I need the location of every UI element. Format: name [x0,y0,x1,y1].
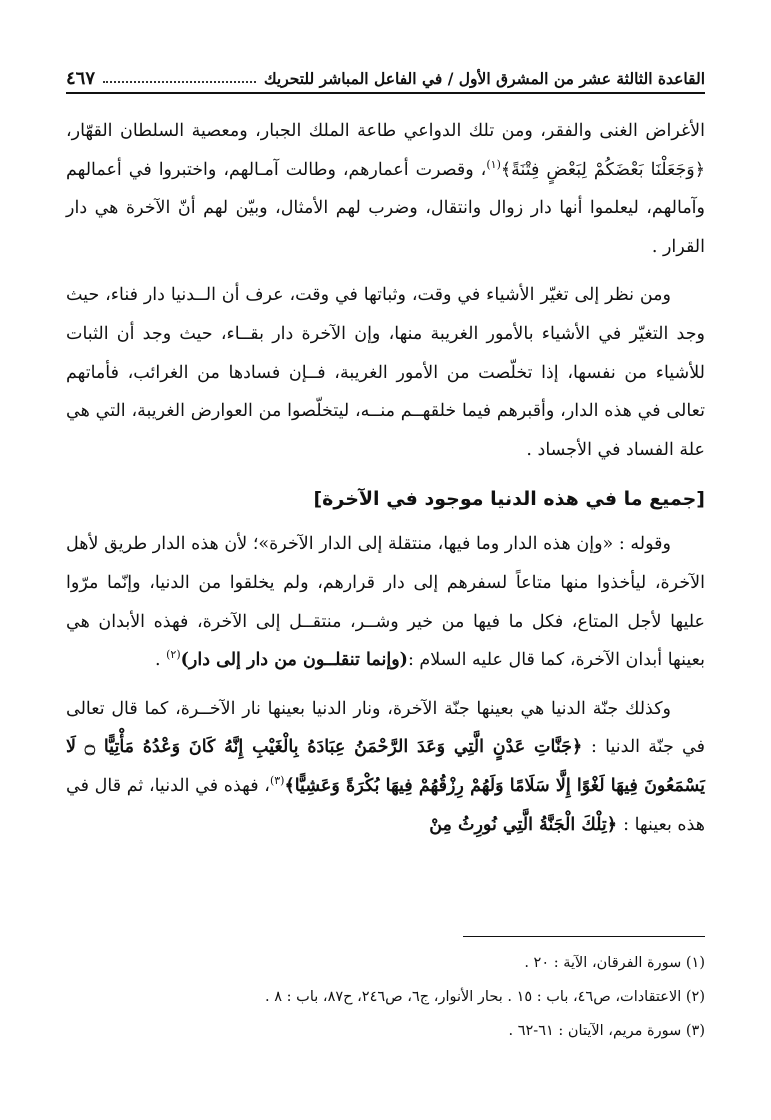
paragraph-4-mid: ، فهذه في الدنيا، ثم قال في هذه بعينها : [66,775,705,835]
footnote-divider [463,936,705,937]
paragraph-3 [66,525,705,679]
paragraph-3-end: . [154,650,167,671]
page-number: ٤٦٧ [66,68,96,89]
paragraph-1 [66,112,705,266]
quran-verse-2: ﴿تِلْكَ الْجَنَّةُ الَّتِي نُورِثُ مِنْ [429,814,624,835]
quran-verse-1: ﴿جَنَّاتِ عَدْنٍ الَّتِي وَعَدَ الرَّحْمَنُ عِبَادَهُ بِالْغَيْبِ إِنَّهُ كَانَ وَعْدُهُ مَأْتِيًّا ۝ لَا يَسْمَعُونَ فِيهَا لَغْوًا إِلَّا سَلَامًا وَلَهُمْ رِزْقُهُمْ فِيهَا بُكْرَةً وَعَشِيًّا﴾ [66,737,705,796]
footnote-3: (٣) سورة مريم، الآيتان : ٦١-٦٢ . [508,1023,705,1039]
footnote-ref-3: (٣) [269,774,285,788]
hadith-quote: (وإنما تنقلــون من دار إلى دار) [180,650,408,671]
section-heading: [جميع ما في هذه الدنيا موجود في الآخرة] [313,488,705,511]
header-title: القاعدة الثالثة عشر من المشرق الأول / في الفاعل المباشر للتحريك [263,69,705,88]
footnote-ref-2: (٢) [166,648,181,662]
paragraph-2: ومن نظر إلى تغيّر الأشياء في وقت، وثباتها في وقت، عرف أن الــدنيا دار فناء، حيث وجد التغيّر في الأشياء بالأمور الغريبة منها، وإن الآخرة دار بقــاء، حيث وجد أن الثبات للأشياء من نفسها، إذا تخلّصت من الأمور الغريبة، فــإن فسادها من الغرائب، فأماتهم تعالى في هذه الدار، وأقبرهم فيما خلقهــم منــه، ليتخلّصوا من العوارض الغريبة، التي هي علة الفساد في الأجساد . [66,285,705,460]
paragraph-4 [66,690,705,844]
footnote-1: (١) سورة الفرقان، الآية : ٢٠ . [524,955,705,971]
paragraph-1-text: الأغراض الغنى والفقر، ومن تلك الدواعي طاعة الملك الجبار، ومعصية السلطان القهّار، ﴿وَجَعَلْنَا بَعْضَكُمْ لِبَعْضٍ فِتْنَةً﴾ [66,121,706,180]
page-body [66,112,705,854]
paragraph-4-text: وكذلك جنّة الدنيا هي بعينها جنّة الآخرة، ونار الدنيا بعينها نار الآخــرة، كما قال تعالى في جنّة الدنيا : [66,698,705,758]
running-header [66,58,705,94]
paragraph-1-end: ، وقصرت أعمارهم، وطالت آمـالهم، واختبروا في أعمالهم وآمالهم، ليعلموا أنها دار زوال وانتقال، وضرب لهم الأمثال، وبيّن لهم أنّ الآخرة هي دار القرار . [66,159,705,257]
footnote-2: (٢) الاعتقادات، ص٤٦، باب : ١٥ . بحار الأنوار، ج٦، ص٢٤٦، ح٨٧، باب : ٨ . [265,989,705,1005]
header-leader-dots [103,81,256,83]
footnote-ref-1: (١) [486,157,501,171]
footnotes [66,946,705,1048]
paragraph-3-text: وقوله : «وإن هذه الدار وما فيها، منتقلة إلى الدار الآخرة»؛ لأن هذه الدار طريق لأهل الآخرة، ليأخذوا منها متاعاً لسفرهم إلى دار قرارهم، ولم يخلقوا من الدنيا، وإنّما مرّوا عليها لأجل المتاع، فكل ما فيها من خير وشــر، منتقــل إلى الآخرة، فهذه الأبدان هي بعينها أبدان الآخرة، كما قال عليه السلام : [66,534,705,671]
